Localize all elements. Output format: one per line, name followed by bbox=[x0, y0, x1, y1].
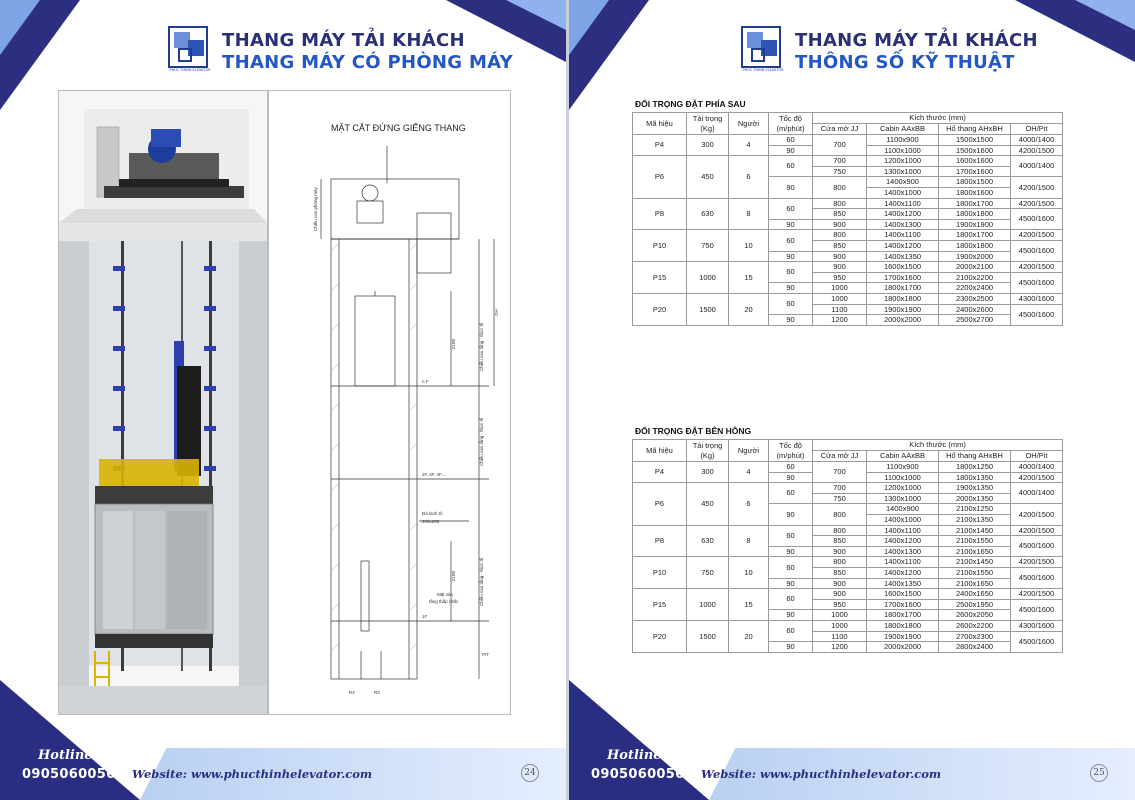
table-row bbox=[633, 620, 1063, 631]
cell-door: 850 bbox=[813, 536, 867, 547]
cell-door: 900 bbox=[813, 219, 867, 230]
cell-door: 700 bbox=[813, 156, 867, 167]
cell-door: 800 bbox=[813, 230, 867, 241]
cell-shaft: 1800x1700 bbox=[939, 230, 1011, 241]
cell-oh-pit: 4000/1400 bbox=[1011, 156, 1063, 177]
cell-model: P10 bbox=[633, 230, 687, 262]
cell-persons: 8 bbox=[729, 198, 769, 230]
shaft-section-drawing-frame bbox=[268, 90, 511, 715]
cell-shaft: 2100x1550 bbox=[939, 567, 1011, 578]
cell-shaft: 1500x1600 bbox=[939, 145, 1011, 156]
label-door-height: 2100 bbox=[451, 338, 456, 349]
cell-cabin: 1700x1600 bbox=[867, 272, 939, 283]
cell-cabin: 1900x1900 bbox=[867, 631, 939, 642]
cell-cabin: 1100x1000 bbox=[867, 472, 939, 483]
cell-cabin: 1100x900 bbox=[867, 135, 939, 146]
cell-door: 1000 bbox=[813, 283, 867, 294]
label-oh: OH bbox=[494, 309, 499, 316]
label-pit: PIT bbox=[482, 652, 490, 657]
website-link[interactable]: Website: www.phucthinhelevator.com bbox=[132, 767, 373, 781]
cell-oh-pit: 4300/1600 bbox=[1011, 293, 1063, 304]
cell-speed: 90 bbox=[769, 610, 813, 621]
cell-oh-pit: 4200/1500 bbox=[1011, 557, 1063, 568]
cell-shaft: 1800x1700 bbox=[939, 198, 1011, 209]
corner-accent-top-left bbox=[569, 0, 609, 55]
cell-speed: 60 bbox=[769, 262, 813, 283]
cell-shaft: 2100x1450 bbox=[939, 525, 1011, 536]
label-door-height-lower: 2100 bbox=[451, 570, 456, 581]
cell-persons: 15 bbox=[729, 589, 769, 621]
cell-oh-pit: 4000/1400 bbox=[1011, 483, 1063, 504]
cell-model: P4 bbox=[633, 135, 687, 156]
cell-oh-pit: 4200/1500 bbox=[1011, 472, 1063, 483]
cell-shaft: 2500x2700 bbox=[939, 315, 1011, 326]
cell-shaft: 2200x2400 bbox=[939, 283, 1011, 294]
footer-triangle-left bbox=[0, 680, 140, 800]
cell-cabin: 2000x2000 bbox=[867, 642, 939, 653]
header-oh-pit: OH/Pit bbox=[1011, 451, 1063, 462]
hotline-number[interactable]: 0905060056 bbox=[22, 767, 116, 782]
table-row bbox=[633, 483, 1063, 494]
cell-door: 950 bbox=[813, 599, 867, 610]
cell-cabin: 1200x1000 bbox=[867, 156, 939, 167]
corner-accent-top-right bbox=[506, 0, 566, 30]
cell-speed: 90 bbox=[769, 251, 813, 262]
cell-oh-pit: 4200/1500 bbox=[1011, 262, 1063, 273]
cell-shaft: 1800x1500 bbox=[939, 177, 1011, 188]
cell-shaft: 1900x1900 bbox=[939, 219, 1011, 230]
cell-door: 1000 bbox=[813, 610, 867, 621]
label-floor-height-3: Chiều cao tầng - thực tế bbox=[479, 557, 484, 606]
cell-persons: 8 bbox=[729, 525, 769, 557]
cell-speed: 90 bbox=[769, 578, 813, 589]
cell-speed: 90 bbox=[769, 315, 813, 326]
cell-oh-pit: 4500/1600 bbox=[1011, 599, 1063, 620]
cell-persons: 15 bbox=[729, 262, 769, 294]
cell-speed: 60 bbox=[769, 525, 813, 546]
logo-tagline: PHUC THINH ELEVATOR bbox=[742, 68, 784, 72]
cell-door: 700 bbox=[813, 462, 867, 483]
cell-cabin: 1400x1100 bbox=[867, 557, 939, 568]
cell-door: 1200 bbox=[813, 642, 867, 653]
page-number: 25 bbox=[1090, 764, 1108, 782]
table-2-title: ĐỐI TRỌNG ĐẶT BÊN HÔNG bbox=[635, 426, 752, 436]
header-oh-pit: OH/Pit bbox=[1011, 124, 1063, 135]
cell-shaft: 2400x2600 bbox=[939, 304, 1011, 315]
logo-tagline: PHUC THINH ELEVATOR bbox=[169, 68, 211, 72]
cell-persons: 20 bbox=[729, 620, 769, 652]
page-number: 24 bbox=[521, 764, 539, 782]
cell-shaft: 2600x2050 bbox=[939, 610, 1011, 621]
cell-oh-pit: 4500/1600 bbox=[1011, 209, 1063, 230]
cell-shaft: 1700x1600 bbox=[939, 166, 1011, 177]
cell-door: 900 bbox=[813, 251, 867, 262]
cell-cabin: 1400x1000 bbox=[867, 187, 939, 198]
header-cabin: Cabin AAxBB bbox=[867, 451, 939, 462]
label-anchor: Đà lanh tô bbox=[422, 511, 443, 516]
cell-persons: 6 bbox=[729, 156, 769, 198]
cell-shaft: 2000x2100 bbox=[939, 262, 1011, 273]
cell-speed: 60 bbox=[769, 156, 813, 177]
company-logo bbox=[168, 26, 211, 72]
cell-shaft: 2100x2200 bbox=[939, 272, 1011, 283]
cell-cabin: 1800x1800 bbox=[867, 293, 939, 304]
table-row bbox=[633, 198, 1063, 209]
table-row bbox=[633, 230, 1063, 241]
cell-cabin: 2000x2000 bbox=[867, 315, 939, 326]
cell-cabin: 1400x1200 bbox=[867, 209, 939, 220]
cell-speed: 60 bbox=[769, 557, 813, 578]
hotline-label: Hotline bbox=[38, 748, 93, 763]
table-row bbox=[633, 525, 1063, 536]
cell-oh-pit: 4200/1500 bbox=[1011, 504, 1063, 525]
label-first-floor: 1F bbox=[422, 614, 428, 619]
label-floor-stop: 2F, 3F, 4F.... bbox=[422, 472, 447, 477]
cell-cabin: 1400x1350 bbox=[867, 578, 939, 589]
cell-model: P20 bbox=[633, 293, 687, 325]
label-floor-height-2: Chiều cao tầng - thực tế bbox=[479, 417, 484, 466]
label-r4: R4 bbox=[349, 690, 355, 695]
cell-oh-pit: 4500/1600 bbox=[1011, 536, 1063, 557]
table-header-row bbox=[633, 113, 1063, 124]
cell-speed: 60 bbox=[769, 198, 813, 219]
label-top-floor: n F bbox=[422, 379, 429, 384]
cell-model: P10 bbox=[633, 557, 687, 589]
footer-triangle-left bbox=[569, 680, 709, 800]
cell-door: 800 bbox=[813, 198, 867, 209]
header-load: Tải trọng (Kg) bbox=[687, 440, 729, 462]
cell-model: P8 bbox=[633, 198, 687, 230]
cell-oh-pit: 4500/1600 bbox=[1011, 272, 1063, 293]
cell-oh-pit: 4500/1600 bbox=[1011, 304, 1063, 325]
cell-speed: 60 bbox=[769, 483, 813, 504]
cell-shaft: 2600x2200 bbox=[939, 620, 1011, 631]
cell-door: 1100 bbox=[813, 631, 867, 642]
cell-shaft: 1800x1250 bbox=[939, 462, 1011, 473]
cell-door: 1000 bbox=[813, 293, 867, 304]
cell-speed: 60 bbox=[769, 462, 813, 473]
cell-persons: 4 bbox=[729, 135, 769, 156]
cell-speed: 90 bbox=[769, 546, 813, 557]
cell-model: P15 bbox=[633, 589, 687, 621]
cell-door: 1200 bbox=[813, 315, 867, 326]
header-shaft: Hố thang AHxBH bbox=[939, 451, 1011, 462]
cell-load: 1000 bbox=[687, 262, 729, 294]
hotline-number[interactable]: 0905060056 bbox=[591, 767, 685, 782]
cell-persons: 10 bbox=[729, 557, 769, 589]
right-page bbox=[569, 0, 1135, 800]
cell-cabin: 1400x1100 bbox=[867, 525, 939, 536]
page-subtitle: THÔNG SỐ KỸ THUẬT bbox=[795, 52, 1015, 73]
cell-shaft: 2100x1550 bbox=[939, 536, 1011, 547]
cell-shaft: 2100x1450 bbox=[939, 557, 1011, 568]
cell-model: P20 bbox=[633, 620, 687, 652]
header-load: Tải trọng (Kg) bbox=[687, 113, 729, 135]
cell-shaft: 2400x1650 bbox=[939, 589, 1011, 600]
table-1-title: ĐỐI TRỌNG ĐẶT PHÍA SAU bbox=[635, 99, 746, 109]
cell-oh-pit: 4300/1600 bbox=[1011, 620, 1063, 631]
cell-door: 800 bbox=[813, 177, 867, 198]
table-row bbox=[633, 135, 1063, 146]
cell-cabin: 1400x900 bbox=[867, 177, 939, 188]
cell-cabin: 1400x1200 bbox=[867, 240, 939, 251]
header-speed: Tốc độ (m/phút) bbox=[769, 113, 813, 135]
header-dimensions: Kích thước (mm) bbox=[813, 113, 1063, 124]
cell-speed: 60 bbox=[769, 589, 813, 610]
cell-oh-pit: 4200/1500 bbox=[1011, 230, 1063, 241]
cell-load: 1500 bbox=[687, 293, 729, 325]
cell-oh-pit: 4200/1500 bbox=[1011, 589, 1063, 600]
cell-shaft: 2500x1950 bbox=[939, 599, 1011, 610]
cell-cabin: 1400x1200 bbox=[867, 536, 939, 547]
cell-speed: 90 bbox=[769, 145, 813, 156]
cell-shaft: 2300x2500 bbox=[939, 293, 1011, 304]
table-row bbox=[633, 156, 1063, 167]
cell-oh-pit: 4500/1600 bbox=[1011, 240, 1063, 261]
cell-oh-pit: 4200/1500 bbox=[1011, 177, 1063, 198]
cell-load: 450 bbox=[687, 483, 729, 525]
page-title: THANG MÁY TẢI KHÁCH bbox=[795, 30, 1038, 51]
cell-speed: 60 bbox=[769, 293, 813, 314]
header-cabin: Cabin AAxBB bbox=[867, 124, 939, 135]
cell-speed: 90 bbox=[769, 219, 813, 230]
cell-door: 900 bbox=[813, 578, 867, 589]
cell-persons: 4 bbox=[729, 462, 769, 483]
page-subtitle: THANG MÁY CÓ PHÒNG MÁY bbox=[222, 52, 513, 73]
left-page bbox=[0, 0, 566, 800]
cell-load: 1500 bbox=[687, 620, 729, 652]
header-speed: Tốc độ (m/phút) bbox=[769, 440, 813, 462]
cell-cabin: 1400x1300 bbox=[867, 219, 939, 230]
table-row bbox=[633, 262, 1063, 273]
cell-cabin: 1800x1700 bbox=[867, 283, 939, 294]
cell-cabin: 1400x1300 bbox=[867, 546, 939, 557]
cell-load: 450 bbox=[687, 156, 729, 198]
website-link[interactable]: Website: www.phucthinhelevator.com bbox=[701, 767, 942, 781]
cell-shaft: 1500x1500 bbox=[939, 135, 1011, 146]
elevator-render-frame bbox=[58, 90, 268, 715]
cell-cabin: 1400x1100 bbox=[867, 230, 939, 241]
header-persons: Người bbox=[729, 440, 769, 462]
cell-door: 850 bbox=[813, 209, 867, 220]
cell-shaft: 1800x1800 bbox=[939, 209, 1011, 220]
cell-shaft: 2800x2400 bbox=[939, 642, 1011, 653]
cell-door: 900 bbox=[813, 589, 867, 600]
cell-cabin: 1800x1800 bbox=[867, 620, 939, 631]
cell-door: 900 bbox=[813, 546, 867, 557]
cell-cabin: 1200x1000 bbox=[867, 483, 939, 494]
cell-cabin: 1400x1350 bbox=[867, 251, 939, 262]
label-bottom-floor-2: tầng thấp nhất bbox=[429, 599, 458, 604]
cell-cabin: 1100x900 bbox=[867, 462, 939, 473]
table-row bbox=[633, 293, 1063, 304]
cell-speed: 90 bbox=[769, 642, 813, 653]
cell-shaft: 1600x1600 bbox=[939, 156, 1011, 167]
cell-oh-pit: 4200/1500 bbox=[1011, 198, 1063, 209]
header-model: Mã hiệu bbox=[633, 440, 687, 462]
label-floor-height: Chiều cao tầng - thực tế bbox=[479, 322, 484, 371]
cell-load: 1000 bbox=[687, 589, 729, 621]
cell-door: 700 bbox=[813, 135, 867, 156]
cell-oh-pit: 4000/1400 bbox=[1011, 462, 1063, 473]
table-row bbox=[633, 462, 1063, 473]
cell-model: P15 bbox=[633, 262, 687, 294]
header-dimensions: Kích thước (mm) bbox=[813, 440, 1063, 451]
cell-door: 950 bbox=[813, 272, 867, 283]
hotline-label: Hotline bbox=[607, 748, 662, 763]
cell-model: P4 bbox=[633, 462, 687, 483]
label-machine-room-height: Chiều cao phòng máy bbox=[313, 187, 318, 231]
cell-shaft: 1900x2000 bbox=[939, 251, 1011, 262]
company-logo bbox=[741, 26, 784, 72]
cell-shaft: 2100x1250 bbox=[939, 504, 1011, 515]
cell-door: 700 bbox=[813, 483, 867, 494]
cell-shaft: 1800x1350 bbox=[939, 472, 1011, 483]
cell-cabin: 1400x900 bbox=[867, 504, 939, 515]
cell-cabin: 1300x1000 bbox=[867, 166, 939, 177]
label-anchor-size: 200x200 bbox=[422, 519, 440, 524]
cell-speed: 90 bbox=[769, 283, 813, 294]
cell-oh-pit: 4500/1600 bbox=[1011, 631, 1063, 652]
cell-speed: 60 bbox=[769, 135, 813, 146]
cell-persons: 10 bbox=[729, 230, 769, 262]
cell-door: 850 bbox=[813, 567, 867, 578]
cell-door: 800 bbox=[813, 525, 867, 536]
cell-model: P6 bbox=[633, 156, 687, 198]
cell-door: 750 bbox=[813, 493, 867, 504]
cell-shaft: 1800x1800 bbox=[939, 240, 1011, 251]
cell-shaft: 2100x1350 bbox=[939, 514, 1011, 525]
label-bottom-floor-1: Mặt sàn bbox=[437, 592, 454, 597]
cell-cabin: 1400x1200 bbox=[867, 567, 939, 578]
cell-oh-pit: 4200/1500 bbox=[1011, 525, 1063, 536]
cell-door: 800 bbox=[813, 557, 867, 568]
page-title: THANG MÁY TẢI KHÁCH bbox=[222, 30, 465, 51]
cell-model: P8 bbox=[633, 525, 687, 557]
label-r3: R3 bbox=[374, 690, 380, 695]
cell-persons: 20 bbox=[729, 293, 769, 325]
header-model: Mã hiệu bbox=[633, 113, 687, 135]
cell-cabin: 1400x1100 bbox=[867, 198, 939, 209]
cell-cabin: 1900x1900 bbox=[867, 304, 939, 315]
cell-load: 750 bbox=[687, 230, 729, 262]
cell-shaft: 2700x2300 bbox=[939, 631, 1011, 642]
cell-cabin: 1600x1500 bbox=[867, 589, 939, 600]
cell-cabin: 1800x1700 bbox=[867, 610, 939, 621]
cell-door: 850 bbox=[813, 240, 867, 251]
cell-speed: 60 bbox=[769, 620, 813, 641]
cell-speed: 90 bbox=[769, 472, 813, 483]
table-header-row bbox=[633, 440, 1063, 451]
cell-load: 300 bbox=[687, 462, 729, 483]
cell-persons: 6 bbox=[729, 483, 769, 525]
cell-cabin: 1100x1000 bbox=[867, 145, 939, 156]
corner-accent-top-right bbox=[1075, 0, 1135, 30]
cell-shaft: 2100x1650 bbox=[939, 578, 1011, 589]
cell-load: 750 bbox=[687, 557, 729, 589]
cell-speed: 90 bbox=[769, 504, 813, 525]
cell-door: 750 bbox=[813, 166, 867, 177]
cell-cabin: 1700x1600 bbox=[867, 599, 939, 610]
cell-cabin: 1400x1000 bbox=[867, 514, 939, 525]
cell-door: 900 bbox=[813, 262, 867, 273]
shaft-section-drawing bbox=[269, 91, 510, 714]
cell-cabin: 1300x1000 bbox=[867, 493, 939, 504]
cell-shaft: 2000x1350 bbox=[939, 493, 1011, 504]
cell-load: 630 bbox=[687, 198, 729, 230]
cell-speed: 90 bbox=[769, 177, 813, 198]
cell-model: P6 bbox=[633, 483, 687, 525]
cell-door: 1000 bbox=[813, 620, 867, 631]
table-row bbox=[633, 589, 1063, 600]
cell-oh-pit: 4500/1600 bbox=[1011, 567, 1063, 588]
spec-table-rear-counterweight bbox=[632, 112, 1063, 326]
cell-load: 300 bbox=[687, 135, 729, 156]
table-row bbox=[633, 557, 1063, 568]
cell-shaft: 1800x1600 bbox=[939, 187, 1011, 198]
header-shaft: Hố thang AHxBH bbox=[939, 124, 1011, 135]
header-persons: Người bbox=[729, 113, 769, 135]
cell-oh-pit: 4000/1400 bbox=[1011, 135, 1063, 146]
spec-table-side-counterweight bbox=[632, 439, 1063, 653]
elevator-shaft-render bbox=[59, 91, 267, 714]
cell-cabin: 1600x1500 bbox=[867, 262, 939, 273]
corner-accent-top-left bbox=[0, 0, 40, 55]
cell-shaft: 2100x1650 bbox=[939, 546, 1011, 557]
header-door: Cửa mở JJ bbox=[813, 451, 867, 462]
cell-door: 1100 bbox=[813, 304, 867, 315]
cell-load: 630 bbox=[687, 525, 729, 557]
cell-oh-pit: 4200/1500 bbox=[1011, 145, 1063, 156]
cell-shaft: 1900x1350 bbox=[939, 483, 1011, 494]
cell-speed: 60 bbox=[769, 230, 813, 251]
cell-door: 800 bbox=[813, 504, 867, 525]
drawing-title: MẶT CẮT ĐỨNG GIẾNG THANG bbox=[331, 123, 466, 133]
header-door: Cửa mở JJ bbox=[813, 124, 867, 135]
